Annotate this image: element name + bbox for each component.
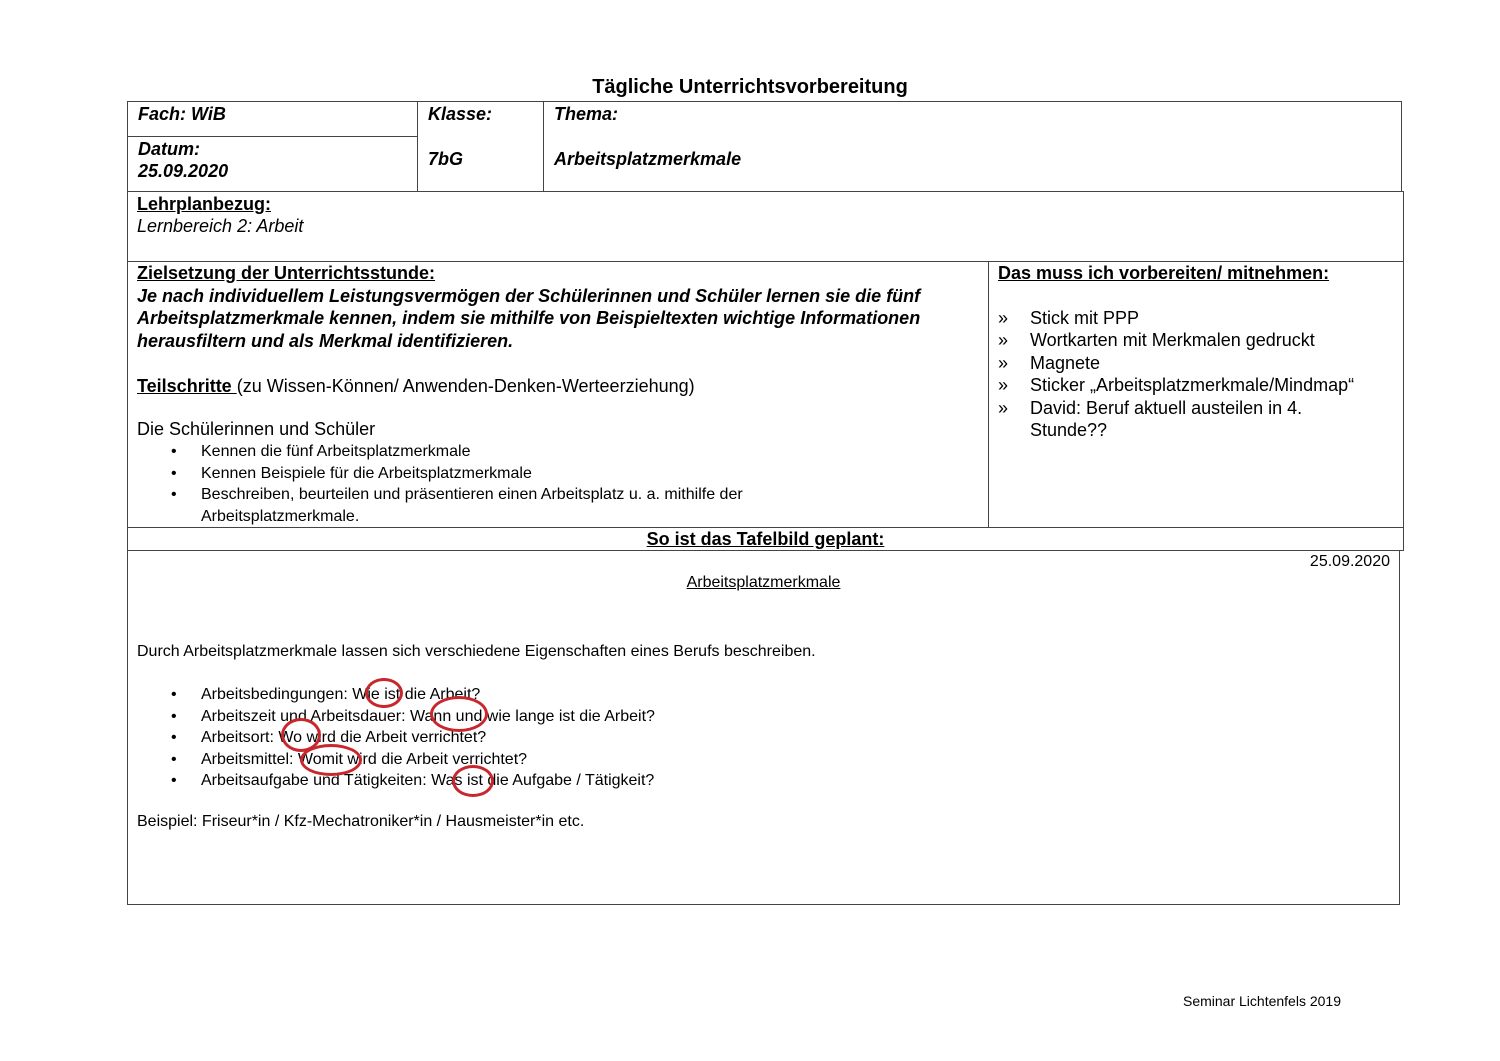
list-item (137, 727, 655, 749)
list-item: » David: Beruf aktuell austeilen in 4. Stunde?? (998, 397, 1350, 442)
ziel-heading: Zielsetzung der Unterrichtsstunde: (137, 263, 436, 283)
list-item: • Kennen Beispiele für die Arbeitsplatzmerkmale (137, 463, 977, 485)
ziel-intro: Die Schülerinnen und Schüler (137, 419, 376, 439)
list-item: » Stick mit PPP (998, 307, 1398, 330)
highlight-circle-wann (430, 696, 488, 732)
lehrplan-heading: Lehrplanbezug: (137, 194, 271, 214)
list-item: » Magnete (998, 352, 1398, 375)
list-item (137, 749, 655, 771)
thema-label: Thema: (554, 104, 619, 124)
merkmal-label: Arbeitsmittel: (201, 750, 298, 768)
thema-cell (543, 101, 1402, 192)
merkmal-question: ist die Aufgabe / Tätigkeit? (462, 772, 655, 789)
vorbereiten-content (998, 262, 1398, 442)
merkmal-question: wird die Arbeit verrichtet? (342, 750, 528, 768)
list-item: » Sticker „Arbeitsplatzmerkmale/Mindmap“ (998, 374, 1398, 397)
merkmal-label: Arbeitsort: (201, 729, 279, 746)
merkmal-label: Arbeitszeit und Arbeitsdauer: (201, 707, 411, 725)
vorbereiten-list (998, 307, 1398, 442)
question-word: Wann (410, 707, 452, 725)
highlight-circle-wie (365, 678, 403, 708)
highlight-circle-womit (297, 744, 362, 776)
lehrplan-text: Lernbereich 2: Arbeit (137, 216, 304, 236)
thema-value: Arbeitsplatzmerkmale (554, 149, 742, 169)
teilschritte-note: (zu Wissen-Können/ Anwenden-Denken-Werteerziehung) (236, 376, 695, 396)
merkmal-question: ist die Arbeit? (379, 686, 481, 703)
teilschritte-line (137, 374, 977, 398)
list-item: • Beschreiben, beurteilen und präsentieren einen Arbeitsplatz u. a. mithilfe der Arbeitsplatzmerkmale. (137, 484, 821, 527)
merkmal-label: Arbeitsaufgabe und Tätigkeiten: (201, 772, 432, 789)
klasse-value: 7bG (428, 149, 464, 169)
ziel-text: Je nach individuellem Leistungsvermögen der Schülerinnen und Schüler lernen sie die fünf Arbeitsplatzmerkmale kennen, indem sie mithilfe von Beispieltexten wichtige Informationen herausfiltern und als Merkmal identifizieren. (137, 285, 921, 351)
tafel-intro: Durch Arbeitsplatzmerkmale lassen sich verschiedene Eigenschaften eines Berufs beschreiben. (137, 643, 816, 660)
list-item: • Kennen die fünf Arbeitsplatzmerkmale (137, 441, 977, 463)
list-item (137, 706, 655, 728)
datum-label: Datum: (138, 139, 200, 159)
question-word: Womit (297, 750, 343, 768)
merkmal-question: und wie lange ist die Arbeit? (451, 707, 655, 725)
datum-value: 25.09.2020 (138, 161, 229, 181)
teilschritte-heading: Teilschritte (137, 376, 237, 396)
ziel-content (137, 262, 977, 527)
klasse-label: Klasse: (428, 104, 493, 124)
tafel-heading: So ist das Tafelbild geplant: (646, 529, 885, 549)
list-item (137, 770, 655, 792)
highlight-circle-was (452, 765, 494, 797)
vorbereiten-heading: Das muss ich vorbereiten/ mitnehmen: (998, 263, 1330, 283)
tafel-title: Arbeitsplatzmerkmale (686, 574, 841, 591)
fach-label: Fach: WiB (138, 104, 226, 124)
lehrplan-section (127, 191, 1404, 262)
footer-text: Seminar Lichtenfels 2019 (1183, 993, 1341, 1009)
question-word: Was (431, 772, 463, 789)
list-item: » Wortkarten mit Merkmalen gedruckt (998, 329, 1398, 352)
question-word: Wie (352, 686, 380, 703)
page-title: Tägliche Unterrichtsvorbereitung (592, 76, 908, 98)
ziel-list (137, 441, 977, 527)
tafel-date: 25.09.2020 (1309, 553, 1390, 570)
question-word: Wo (278, 729, 303, 746)
tafel-example: Beispiel: Friseur*in / Kfz-Mechatroniker*in / Hausmeister*in etc. (137, 813, 585, 830)
merkmal-label: Arbeitsbedingungen: (201, 686, 353, 703)
merkmal-question: wird die Arbeit verrichtet? (302, 729, 487, 746)
